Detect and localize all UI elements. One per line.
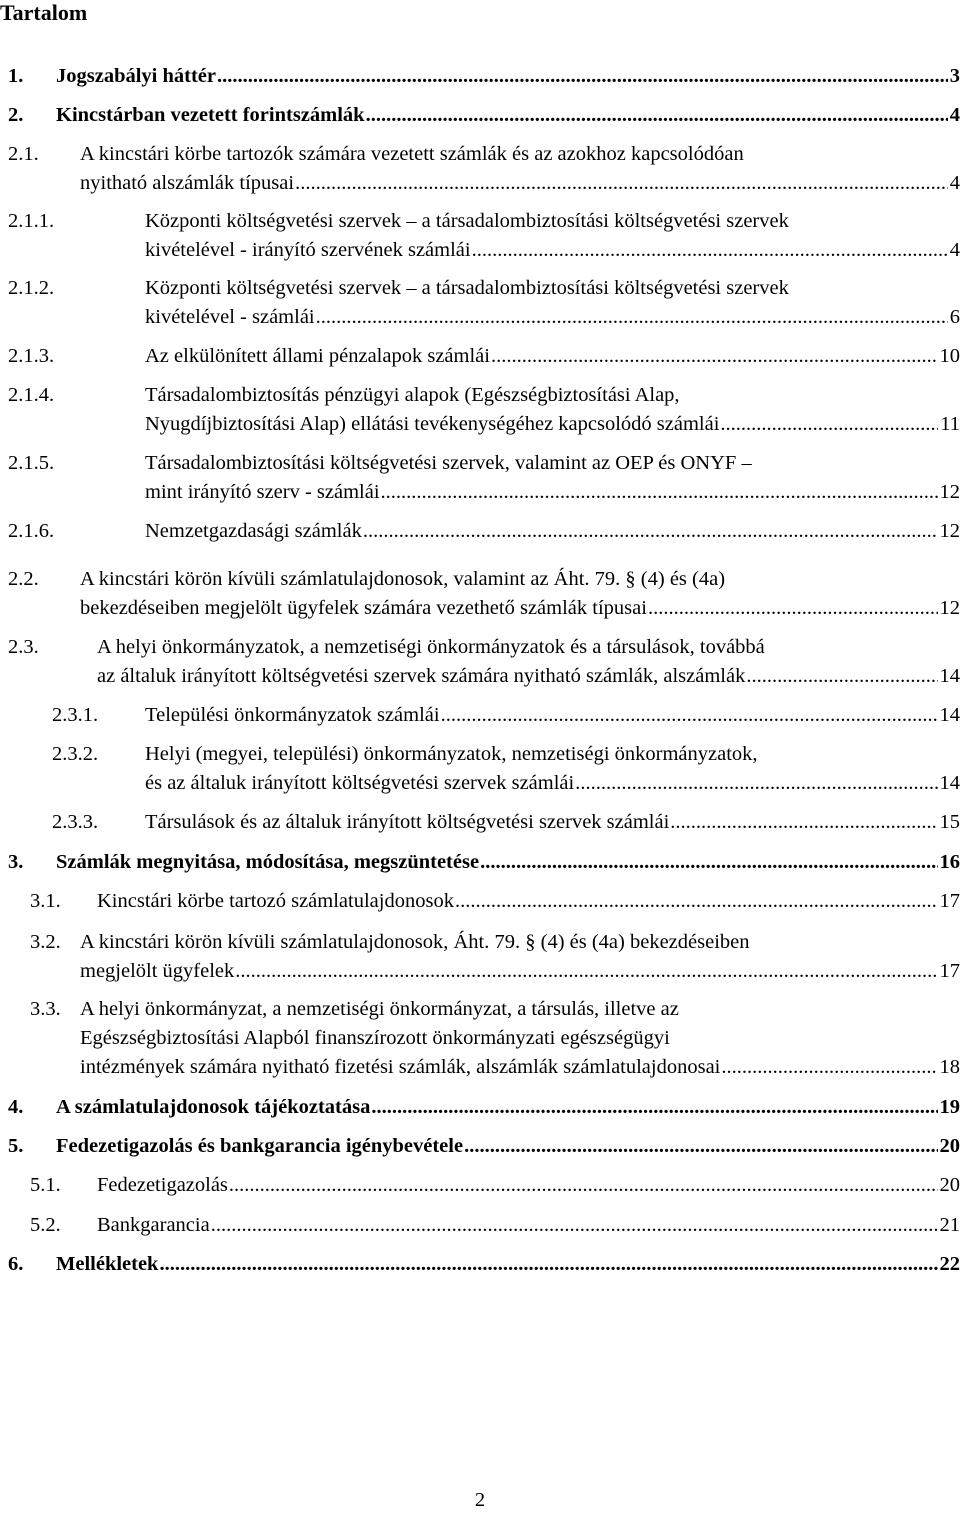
toc-entry-page: 12 xyxy=(939,520,960,542)
toc-entry-number: 2.3. xyxy=(8,636,39,658)
toc-entry-page: 14 xyxy=(939,772,960,794)
toc-entry-text: intézmények számára nyitható fizetési számlák, alszámlák számlatulajdonosai xyxy=(80,1056,721,1078)
toc-title: Tartalom xyxy=(0,0,88,25)
toc-entry-page: 10 xyxy=(939,345,960,367)
toc-entry-page: 16 xyxy=(939,851,960,873)
toc-entry-line xyxy=(145,410,960,438)
toc-dot-leader xyxy=(720,410,938,438)
toc-entry-page: 12 xyxy=(939,481,960,503)
toc-entry-line xyxy=(145,701,960,729)
toc-dot-leader xyxy=(670,808,937,836)
toc-entry-page: 20 xyxy=(939,1174,960,1196)
toc-entry-page: 4 xyxy=(949,104,960,126)
toc-entry-line xyxy=(145,808,960,836)
toc-entry-line xyxy=(145,342,960,370)
toc-dot-leader xyxy=(491,342,938,370)
toc-entry-page: 11 xyxy=(940,413,960,435)
toc-dot-leader xyxy=(211,1211,938,1239)
toc-entry-page: 14 xyxy=(939,704,960,726)
toc-entry-text: Települési önkormányzatok számlái xyxy=(145,704,440,726)
toc-entry-text: kivételével - számlái xyxy=(145,306,315,328)
toc-entry-text: Az elkülönített állami pénzalapok számlái xyxy=(145,345,490,367)
toc-entry-line xyxy=(80,565,725,593)
toc-entry-line xyxy=(145,236,960,264)
toc-entry-text: A kincstári körön kívüli számlatulajdonosok, Áht. 79. § (4) és (4a) bekezdéseiben xyxy=(80,931,750,953)
toc-entry-line xyxy=(56,1093,960,1121)
toc-entry-line xyxy=(80,1024,670,1052)
toc-entry-number: 2.3.1. xyxy=(52,704,99,726)
toc-dot-leader xyxy=(381,478,938,506)
toc-entry-number: 3.2. xyxy=(30,931,61,953)
toc-dot-leader xyxy=(648,594,938,622)
toc-dot-leader xyxy=(235,957,937,985)
toc-dot-leader xyxy=(575,769,937,797)
toc-entry-line xyxy=(145,740,758,768)
toc-entry-number: 2.1.6. xyxy=(8,520,55,542)
toc-entry-text: A kincstári körbe tartozók számára vezetett számlák és az azokhoz kapcsolódóan xyxy=(80,143,744,165)
toc-entry-line xyxy=(56,1132,960,1160)
toc-entry-line xyxy=(97,1211,960,1239)
toc-entry-number: 4. xyxy=(8,1096,24,1118)
toc-entry-number: 2.3.2. xyxy=(52,743,99,765)
toc-entry-text: kivételével - irányító szervének számlái xyxy=(145,239,471,261)
toc-entry-number: 5. xyxy=(8,1135,24,1157)
toc-entry-number: 3. xyxy=(8,851,24,873)
toc-dot-leader xyxy=(363,517,938,545)
toc-entry-line xyxy=(145,769,960,797)
toc-entry-page: 19 xyxy=(939,1096,960,1118)
toc-entry-text: Társadalombiztosítás pénzügyi alapok (Egészségbiztosítási Alap, xyxy=(145,384,680,406)
toc-entry-text: mint irányító szerv - számlái xyxy=(145,481,380,503)
toc-entry-number: 5.2. xyxy=(30,1214,61,1236)
toc-entry-number: 2.1. xyxy=(8,143,39,165)
toc-entry-text: bekezdéseiben megjelölt ügyfelek számára vezethető számlák típusai xyxy=(80,597,647,619)
toc-entry-text: Központi költségvetési szervek – a társadalombiztosítási költségvetési szervek xyxy=(145,277,789,299)
toc-entry-page: 18 xyxy=(939,1056,960,1078)
toc-entry-text: Mellékletek xyxy=(56,1253,159,1275)
toc-entry-text: Társulások és az általuk irányított költségvetési szervek számlái xyxy=(145,811,670,833)
toc-entry-number: 3.1. xyxy=(30,890,61,912)
toc-entry-text: Társadalombiztosítási költségvetési szervek, valamint az OEP és ONYF – xyxy=(145,452,752,474)
toc-dot-leader xyxy=(217,62,948,90)
toc-dot-leader xyxy=(746,662,937,690)
toc-entry-line xyxy=(56,1250,960,1278)
toc-dot-leader xyxy=(371,1093,937,1121)
toc-entry-line xyxy=(56,62,960,90)
toc-dot-leader xyxy=(366,101,948,129)
toc-entry-text: Fedezetigazolás és bankgarancia igénybevétele xyxy=(56,1135,464,1157)
toc-dot-leader xyxy=(721,1053,937,1081)
toc-entry-line xyxy=(80,957,960,985)
toc-entry-line xyxy=(145,449,752,477)
toc-entry-line xyxy=(80,594,960,622)
toc-dot-leader xyxy=(464,1132,937,1160)
toc-dot-leader xyxy=(455,887,938,915)
toc-entry-line xyxy=(97,633,765,661)
toc-entry-line xyxy=(145,517,960,545)
toc-entry-page: 17 xyxy=(939,960,960,982)
toc-entry-line xyxy=(56,101,960,129)
toc-dot-leader xyxy=(316,303,948,331)
toc-entry-page: 4 xyxy=(949,172,960,194)
toc-entry-line xyxy=(145,303,960,331)
toc-entry-line xyxy=(97,887,960,915)
toc-entry-text: A helyi önkormányzatok, a nemzetiségi önkormányzatok és a társulások, továbbá xyxy=(97,636,765,658)
toc-entry-page: 17 xyxy=(939,890,960,912)
toc-entry-text: Fedezetigazolás xyxy=(97,1174,228,1196)
toc-entry-page: 14 xyxy=(939,665,960,687)
toc-dot-leader xyxy=(480,848,937,876)
toc-entry-text: Nyugdíjbiztosítási Alap) ellátási tevékenységéhez kapcsolódó számlái xyxy=(145,413,720,435)
toc-entry-text: Számlák megnyitása, módosítása, megszüntetése xyxy=(56,851,480,873)
toc-entry-number: 2.1.4. xyxy=(8,384,55,406)
toc-entry-text: A helyi önkormányzat, a nemzetiségi önkormányzat, a társulás, illetve az xyxy=(80,998,679,1020)
toc-entry-page: 3 xyxy=(949,65,960,87)
toc-entry-text: Kincstári körbe tartozó számlatulajdonosok xyxy=(97,890,454,912)
toc-entry-number: 2.1.3. xyxy=(8,345,55,367)
toc-entry-line xyxy=(97,1171,960,1199)
toc-entry-page: 4 xyxy=(949,239,960,261)
toc-entry-line xyxy=(80,169,960,197)
toc-entry-number: 2.3.3. xyxy=(52,811,99,833)
toc-entry-text: A számlatulajdonosok tájékoztatása xyxy=(56,1096,371,1118)
toc-entry-line xyxy=(145,381,680,409)
toc-entry-line xyxy=(56,848,960,876)
toc-entry-line xyxy=(80,1053,960,1081)
toc-dot-leader xyxy=(472,236,948,264)
toc-entry-page: 22 xyxy=(939,1253,960,1275)
toc-entry-text: Kincstárban vezetett forintszámlák xyxy=(56,104,365,126)
toc-entry-number: 3.3. xyxy=(30,998,61,1020)
toc-entry-number: 2.1.1. xyxy=(8,210,55,232)
toc-dot-leader xyxy=(295,169,948,197)
toc-entry-line xyxy=(145,207,789,235)
toc-entry-number: 2.1.2. xyxy=(8,277,55,299)
toc-entry-text: Központi költségvetési szervek – a társadalombiztosítási költségvetési szervek xyxy=(145,210,789,232)
toc-entry-number: 5.1. xyxy=(30,1174,61,1196)
toc-dot-leader xyxy=(441,701,938,729)
toc-entry-text: megjelölt ügyfelek xyxy=(80,960,235,982)
toc-entry-text: nyitható alszámlák típusai xyxy=(80,172,295,194)
toc-entry-text: Bankgarancia xyxy=(97,1214,210,1236)
toc-entry-page: 21 xyxy=(939,1214,960,1236)
toc-entry-text: és az általuk irányított költségvetési szervek számlái xyxy=(145,772,575,794)
toc-entry-line xyxy=(97,662,960,690)
toc-entry-page: 12 xyxy=(939,597,960,619)
toc-entry-line xyxy=(80,140,744,168)
toc-dot-leader xyxy=(229,1171,938,1199)
toc-entry-text: Egészségbiztosítási Alapból finanszírozott önkormányzati egészségügyi xyxy=(80,1027,670,1049)
toc-entry-line xyxy=(145,274,789,302)
toc-entry-number: 2.2. xyxy=(8,568,39,590)
toc-entry-page: 20 xyxy=(939,1135,960,1157)
toc-entry-line xyxy=(145,478,960,506)
toc-entry-page: 15 xyxy=(939,811,960,833)
toc-entry-line xyxy=(80,928,750,956)
toc-dot-leader xyxy=(159,1250,937,1278)
toc-entry-number: 2.1.5. xyxy=(8,452,55,474)
page-number: 2 xyxy=(474,1489,486,1511)
toc-entry-text: A kincstári körön kívüli számlatulajdonosok, valamint az Áht. 79. § (4) és (4a) xyxy=(80,568,726,590)
toc-entry-text: az általuk irányított költségvetési szervek számára nyitható számlák, alszámlák xyxy=(97,665,746,687)
toc-entry-page: 6 xyxy=(949,306,960,328)
toc-entry-text: Helyi (megyei, települési) önkormányzatok, nemzetiségi önkormányzatok, xyxy=(145,743,758,765)
toc-entry-number: 1. xyxy=(8,65,24,87)
toc-entry-number: 6. xyxy=(8,1253,24,1275)
toc-entry-number: 2. xyxy=(8,104,24,126)
toc-entry-line xyxy=(80,995,679,1023)
toc-entry-text: Jogszabályi háttér xyxy=(56,65,216,87)
toc-entry-text: Nemzetgazdasági számlák xyxy=(145,520,362,542)
